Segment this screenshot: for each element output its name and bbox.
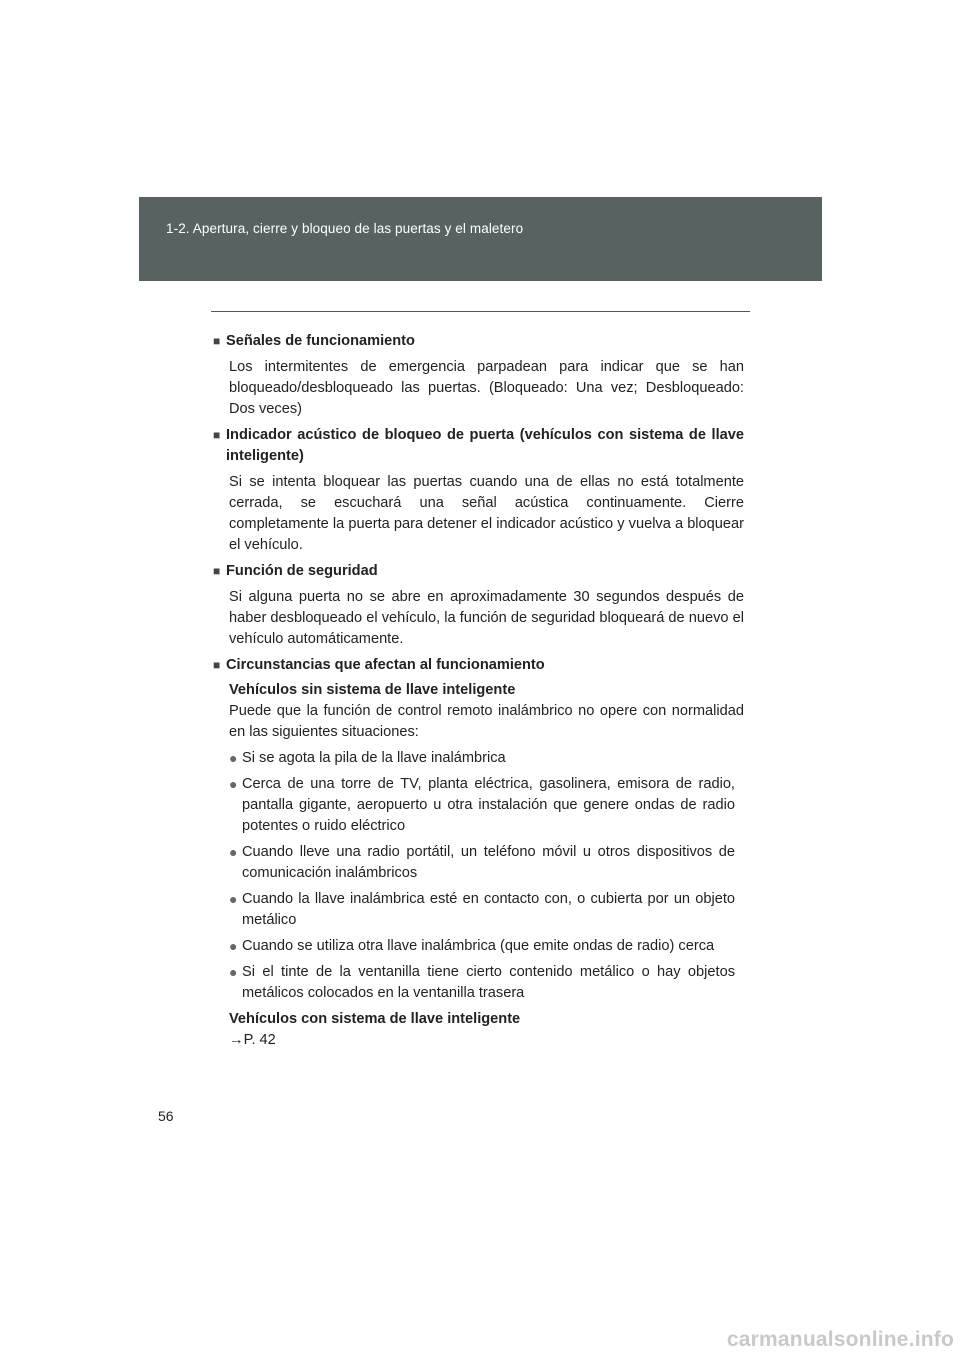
section-body: Si alguna puerta no se abre en aproximadamente 30 segundos después de haber desbloqueado el vehículo, la función de seguridad bloqueará de nuevo el vehículo automáticamente. xyxy=(229,589,744,647)
list-item: ● Cuando lleve una radio portátil, un teléfono móvil u otros dispositivos de comunicación inalámbricos xyxy=(213,842,744,884)
page-reference-link[interactable]: →P. 42 xyxy=(229,1032,276,1048)
square-bullet-icon: ■ xyxy=(213,564,221,578)
section-body: Si se intenta bloquear las puertas cuando una de ellas no está totalmente cerrada, se escuchará una señal acústica continuamente. Cierre completamente la puerta para detener el indicador acústico y vuelva a bloquear el vehículo. xyxy=(229,474,744,553)
list-item: ● Si el tinte de la ventanilla tiene cierto contenido metálico o hay objetos metálicos colocados en la ventanilla trasera xyxy=(213,962,744,1004)
circle-bullet-icon: ● xyxy=(229,844,238,860)
circle-bullet-icon: ● xyxy=(229,938,238,954)
circle-bullet-icon: ● xyxy=(229,964,238,980)
list-item: ● Cuando la llave inalámbrica esté en contacto con, o cubierta por un objeto metálico xyxy=(213,889,744,931)
square-bullet-icon: ■ xyxy=(213,658,221,672)
section-heading: ■ Indicador acústico de bloqueo de puerta (vehículos con sistema de llave inteligente) xyxy=(213,425,744,467)
page-number: 56 xyxy=(158,1108,174,1124)
circle-bullet-icon: ● xyxy=(229,891,238,907)
watermark: carmanualsonline.info xyxy=(726,1328,954,1351)
circle-bullet-icon: ● xyxy=(229,776,238,792)
list-item: ● Si se agota la pila de la llave inalámbrica xyxy=(213,748,744,769)
section-heading: ■ Función de seguridad xyxy=(213,561,744,582)
subsection-heading: Vehículos sin sistema de llave inteligente xyxy=(229,682,516,698)
square-bullet-icon: ■ xyxy=(213,428,221,442)
section-divider xyxy=(211,311,750,312)
subsection-heading: Vehículos con sistema de llave inteligente xyxy=(229,1011,521,1027)
subsection-intro: Puede que la función de control remoto inalámbrico no opere con normalidad en las siguientes situaciones: xyxy=(229,703,744,740)
list-item: ● Cuando se utiliza otra llave inalámbrica (que emite ondas de radio) cerca xyxy=(213,936,744,957)
circle-bullet-icon: ● xyxy=(229,750,238,766)
section-heading: ■ Señales de funcionamiento xyxy=(213,331,744,352)
square-bullet-icon: ■ xyxy=(213,334,221,348)
section-body: Los intermitentes de emergencia parpadean para indicar que se han bloqueado/desbloqueado las puertas. (Bloqueado: Una vez; Desbloqueado: Dos veces) xyxy=(229,359,744,417)
chapter-title: 1-2. Apertura, cierre y bloqueo de las puertas y el maletero xyxy=(166,221,524,236)
list-item: ● Cerca de una torre de TV, planta eléctrica, gasolinera, emisora de radio, pantalla gigante, aeropuerto u otra instalación que genere ondas de radio potentes o ruido eléctrico xyxy=(213,774,744,837)
page-content xyxy=(213,327,744,1051)
chapter-header xyxy=(139,197,822,281)
section-heading: ■ Circunstancias que afectan al funcionamiento xyxy=(213,655,744,676)
